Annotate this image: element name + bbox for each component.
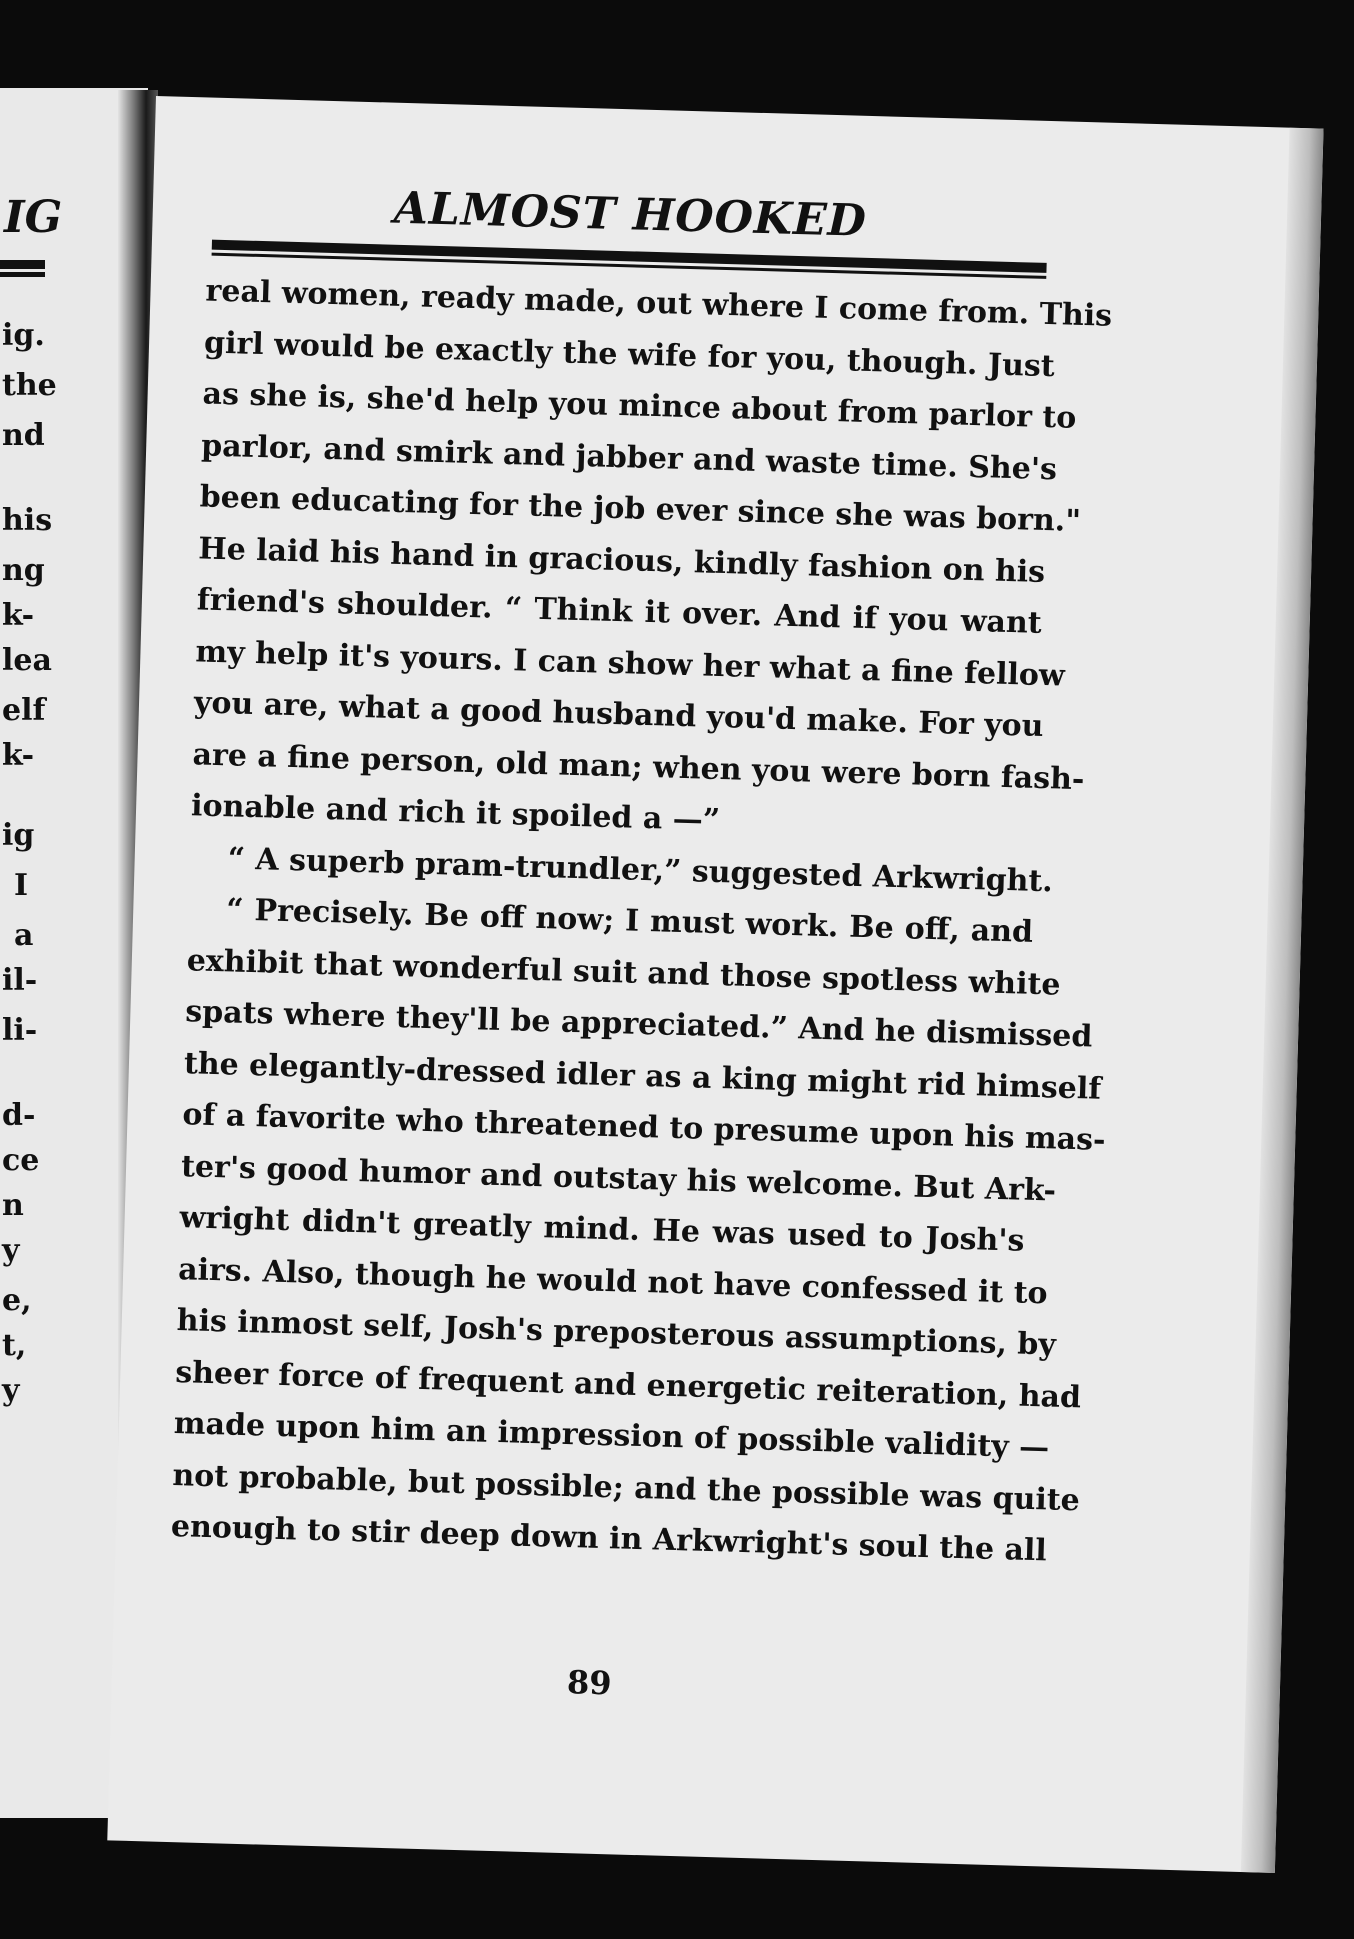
facing-page-fragment: I bbox=[14, 868, 29, 903]
text-line: enough to stir deep down in Arkwright's soul the all bbox=[170, 1508, 1048, 1569]
book-page bbox=[107, 96, 1323, 1873]
text-line: of a favorite who threatened to presume upon his mas- bbox=[182, 1097, 1106, 1158]
text-line: parlor, and smirk and jabber and waste time. She's bbox=[200, 427, 1058, 487]
facing-page-fragment: e, bbox=[2, 1283, 32, 1318]
facing-page-fragment: ig bbox=[2, 818, 35, 853]
text-line: ter's good humor and outstay his welcome. But Ark- bbox=[180, 1148, 1057, 1209]
facing-page-fragment: elf bbox=[2, 693, 46, 728]
text-line: my help it's yours. I can show her what a fine fellow bbox=[195, 633, 1066, 694]
facing-page-fragment: a bbox=[14, 918, 34, 953]
text-line: real women, ready made, out where I come from. This bbox=[205, 273, 1113, 334]
running-head: ALMOST HOOKED bbox=[393, 182, 868, 247]
text-line: been educating for the job ever since she was born." bbox=[199, 479, 1082, 539]
text-line: ionable and rich it spoiled a —” bbox=[190, 788, 721, 839]
text-line: not probable, but possible; and the possible was quite bbox=[172, 1457, 1081, 1518]
text-line: you are, what a good husband you'd make. For you bbox=[193, 685, 1044, 745]
facing-page-fragment: his bbox=[2, 503, 53, 538]
text-line: airs. Also, though he would not have confessed it to bbox=[177, 1251, 1049, 1311]
facing-page-fragment: k- bbox=[2, 598, 35, 633]
text-line: “ A superb pram-trundler,” suggested Arkwright. bbox=[227, 840, 1054, 899]
facing-page-fragment: il- bbox=[2, 963, 38, 998]
facing-page-fragment: li- bbox=[2, 1013, 38, 1048]
page-edge bbox=[1241, 128, 1324, 1873]
text-line: spats where they'll be appreciated.” And he dismissed bbox=[184, 994, 1093, 1055]
facing-page-fragment: ig. bbox=[2, 318, 45, 353]
facing-page-fragment: ng bbox=[2, 553, 45, 588]
text-line: friend's shoulder. “ Think it over. And if you want bbox=[196, 582, 1043, 641]
text-line: sheer force of frequent and energetic reiteration, had bbox=[174, 1354, 1082, 1415]
facing-page-fragment: d- bbox=[2, 1098, 36, 1133]
text-line: exhibit that wonderful suit and those spotless white bbox=[186, 942, 1061, 1003]
text-line: are a fine person, old man; when you were born fash- bbox=[192, 736, 1085, 797]
facing-page-fragment: y bbox=[2, 1373, 20, 1408]
text-line: “ Precisely. Be off now; I must work. Be off, and bbox=[225, 892, 1034, 950]
facing-page-fragment: t, bbox=[2, 1328, 27, 1363]
text-line: He laid his hand in gracious, kindly fashion on his bbox=[197, 530, 1046, 590]
text-line: as she is, she'd help you mince about from parlor to bbox=[202, 376, 1077, 436]
body-text bbox=[170, 265, 1113, 1576]
facing-page-fragment: k- bbox=[2, 738, 35, 773]
facing-page-running-head: IG bbox=[4, 192, 63, 243]
text-line: wright didn't greatly mind. He was used to Josh's bbox=[179, 1200, 1025, 1259]
facing-page-fragment: lea bbox=[2, 643, 52, 678]
text-line: made upon him an impression of possible validity — bbox=[173, 1406, 1050, 1466]
facing-page-fragment: the bbox=[2, 368, 57, 403]
text-line: his inmost self, Josh's preposterous assumptions, by bbox=[176, 1303, 1057, 1363]
page-number: 89 bbox=[566, 1663, 613, 1703]
facing-page-fragment: y bbox=[2, 1233, 20, 1268]
facing-page-fragment: ce bbox=[2, 1143, 40, 1178]
text-line: girl would be exactly the wife for you, though. Just bbox=[203, 324, 1056, 384]
text-line: the elegantly-dressed idler as a king might rid himself bbox=[183, 1045, 1102, 1107]
facing-page-fragment: nd bbox=[2, 418, 45, 453]
facing-page-fragment: n bbox=[2, 1188, 24, 1223]
